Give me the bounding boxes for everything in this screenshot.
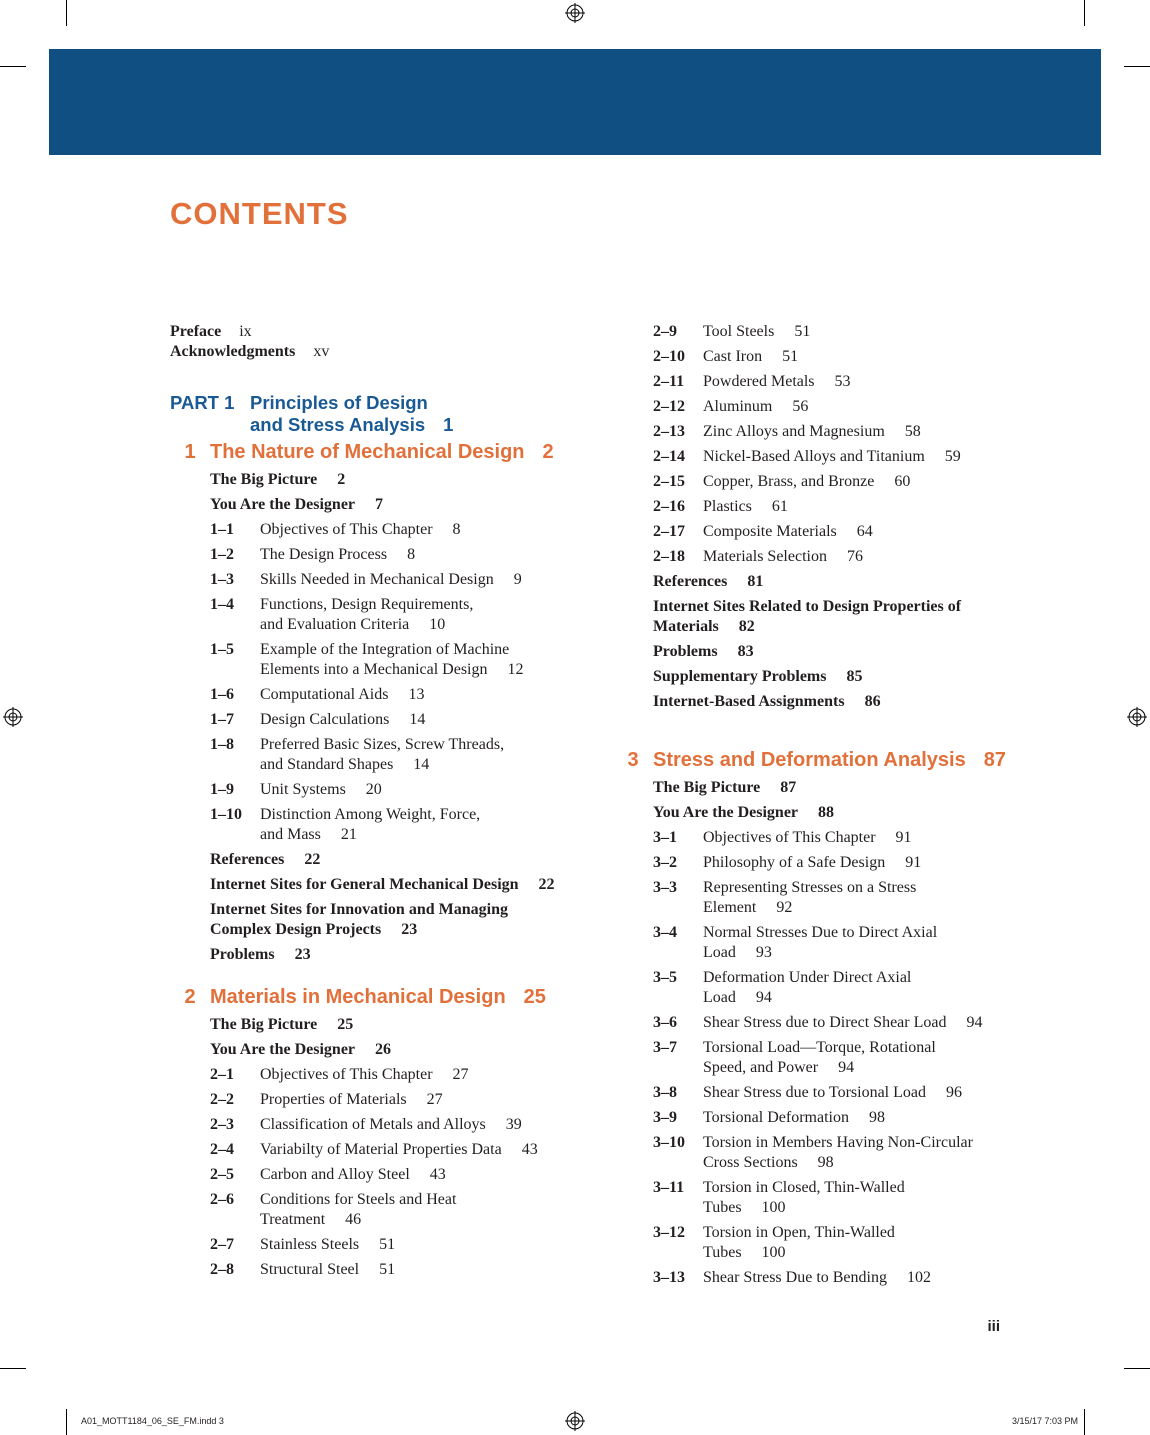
toc-section: 1–2 The Design Process 8 bbox=[210, 546, 416, 563]
registration-mark-icon bbox=[1127, 707, 1147, 727]
front-matter-item: Acknowledgments xv bbox=[170, 343, 330, 360]
crop-mark bbox=[1084, 1409, 1085, 1435]
toc-entry: The Big Picture 87 bbox=[653, 779, 797, 796]
page-title: CONTENTS bbox=[170, 196, 349, 231]
page-number: iii bbox=[987, 1318, 1000, 1335]
toc-section: 1–8 Preferred Basic Sizes, Screw Threads, and Standard Shapes 14 bbox=[210, 736, 505, 773]
toc-section: 3–8 Shear Stress due to Torsional Load 96 bbox=[653, 1084, 962, 1101]
toc-section: 2–3 Classification of Metals and Alloys 39 bbox=[210, 1116, 522, 1133]
toc-entry: Problems 23 bbox=[210, 946, 311, 963]
toc-section: 3–13 Shear Stress Due to Bending 102 bbox=[653, 1269, 931, 1286]
toc-section: 2–18 Materials Selection 76 bbox=[653, 548, 863, 565]
toc-section: 2–7 Stainless Steels 51 bbox=[210, 1236, 396, 1253]
toc-section: 1–9 Unit Systems 20 bbox=[210, 781, 382, 798]
front-matter-item: Preface ix bbox=[170, 323, 252, 340]
crop-mark bbox=[66, 1409, 67, 1435]
toc-section: 2–6 Conditions for Steels and Heat Treatment 46 bbox=[210, 1191, 457, 1228]
toc-section: 3–4 Normal Stresses Due to Direct Axial Load 93 bbox=[653, 924, 938, 961]
chapter-heading: 3 Stress and Deformation Analysis 87 bbox=[627, 749, 1006, 771]
toc-entry: Supplementary Problems 85 bbox=[653, 668, 863, 685]
toc-section: 1–4 Functions, Design Requirements, and Evaluation Criteria 10 bbox=[210, 596, 474, 633]
toc-section: 2–5 Carbon and Alloy Steel 43 bbox=[210, 1166, 446, 1183]
toc-entry: Internet Sites for Innovation and Managing Complex Design Projects 23 bbox=[210, 901, 508, 938]
toc-section: 2–11 Powdered Metals 53 bbox=[653, 373, 851, 390]
toc-section: 1–7 Design Calculations 14 bbox=[210, 711, 426, 728]
toc-entry: Internet Sites Related to Design Properties of Materials 82 bbox=[653, 598, 962, 635]
toc-section: 3–9 Torsional Deformation 98 bbox=[653, 1109, 885, 1126]
toc-section: 2–16 Plastics 61 bbox=[653, 498, 788, 515]
part-heading: PART 1 Principles of Design and Stress Analysis 1 bbox=[170, 392, 454, 435]
toc-section: 2–14 Nickel-Based Alloys and Titanium 59 bbox=[653, 448, 961, 465]
toc-section: 2–8 Structural Steel 51 bbox=[210, 1261, 396, 1278]
toc-section: 1–10 Distinction Among Weight, Force, and Mass 21 bbox=[210, 806, 481, 843]
chapter-heading: 1 The Nature of Mechanical Design 2 bbox=[184, 441, 554, 463]
toc-section: 2–12 Aluminum 56 bbox=[653, 398, 809, 415]
toc-section: 3–6 Shear Stress due to Direct Shear Load 94 bbox=[653, 1014, 983, 1031]
slug-filename: A01_MOTT1184_06_SE_FM.indd 3 bbox=[81, 1416, 224, 1426]
toc-section: 1–3 Skills Needed in Mechanical Design 9 bbox=[210, 571, 522, 588]
toc-section: 3–10 Torsion in Members Having Non-Circular Cross Sections 98 bbox=[653, 1134, 973, 1171]
crop-mark bbox=[1124, 66, 1150, 67]
toc-section: 3–2 Philosophy of a Safe Design 91 bbox=[653, 854, 922, 871]
toc-section: 2–9 Tool Steels 51 bbox=[653, 323, 811, 340]
toc-section: 1–5 Example of the Integration of Machine Elements into a Mechanical Design 12 bbox=[210, 641, 524, 678]
chapter-heading: 2 Materials in Mechanical Design 25 bbox=[184, 986, 546, 1008]
crop-mark bbox=[0, 66, 26, 67]
registration-mark-icon bbox=[3, 707, 23, 727]
toc-section: 2–10 Cast Iron 51 bbox=[653, 348, 799, 365]
contents-column-left bbox=[170, 322, 590, 1285]
toc-entry: References 81 bbox=[653, 573, 764, 590]
toc-section: 3–7 Torsional Load—Torque, Rotational Speed, and Power 94 bbox=[653, 1039, 936, 1076]
toc-entry: References 22 bbox=[210, 851, 321, 868]
toc-section: 2–1 Objectives of This Chapter 27 bbox=[210, 1066, 469, 1083]
toc-entry: You Are the Designer 7 bbox=[210, 496, 384, 513]
registration-mark-icon bbox=[565, 1411, 585, 1431]
toc-section: 3–5 Deformation Under Direct Axial Load 94 bbox=[653, 969, 912, 1006]
toc-section: 3–11 Torsion in Closed, Thin-Walled Tubes 100 bbox=[653, 1179, 905, 1216]
toc-entry: Internet Sites for General Mechanical Design 22 bbox=[210, 876, 555, 893]
crop-mark bbox=[1084, 0, 1085, 26]
toc-entry: The Big Picture 25 bbox=[210, 1016, 354, 1033]
toc-section: 2–2 Properties of Materials 27 bbox=[210, 1091, 443, 1108]
contents-column-right bbox=[613, 322, 1033, 1293]
toc-section: 2–17 Composite Materials 64 bbox=[653, 523, 873, 540]
toc-section: 3–3 Representing Stresses on a Stress Element 92 bbox=[653, 879, 917, 916]
toc-section: 2–13 Zinc Alloys and Magnesium 58 bbox=[653, 423, 921, 440]
toc-section: 3–1 Objectives of This Chapter 91 bbox=[653, 829, 912, 846]
toc-entry: The Big Picture 2 bbox=[210, 471, 346, 488]
toc-section: 2–4 Variabilty of Material Properties Data 43 bbox=[210, 1141, 538, 1158]
toc-section: 3–12 Torsion in Open, Thin-Walled Tubes 100 bbox=[653, 1224, 895, 1261]
toc-entry: You Are the Designer 26 bbox=[210, 1041, 392, 1058]
crop-mark bbox=[66, 0, 67, 26]
header-banner bbox=[49, 49, 1101, 155]
registration-mark-icon bbox=[565, 3, 585, 23]
toc-entry: Internet-Based Assignments 86 bbox=[653, 693, 881, 710]
crop-mark bbox=[0, 1368, 26, 1369]
toc-section: 1–6 Computational Aids 13 bbox=[210, 686, 425, 703]
slug-timestamp: 3/15/17 7:03 PM bbox=[1011, 1416, 1078, 1426]
toc-entry: Problems 83 bbox=[653, 643, 754, 660]
crop-mark bbox=[1124, 1368, 1150, 1369]
toc-entry: You Are the Designer 88 bbox=[653, 804, 835, 821]
toc-section: 1–1 Objectives of This Chapter 8 bbox=[210, 521, 461, 538]
toc-section: 2–15 Copper, Brass, and Bronze 60 bbox=[653, 473, 911, 490]
